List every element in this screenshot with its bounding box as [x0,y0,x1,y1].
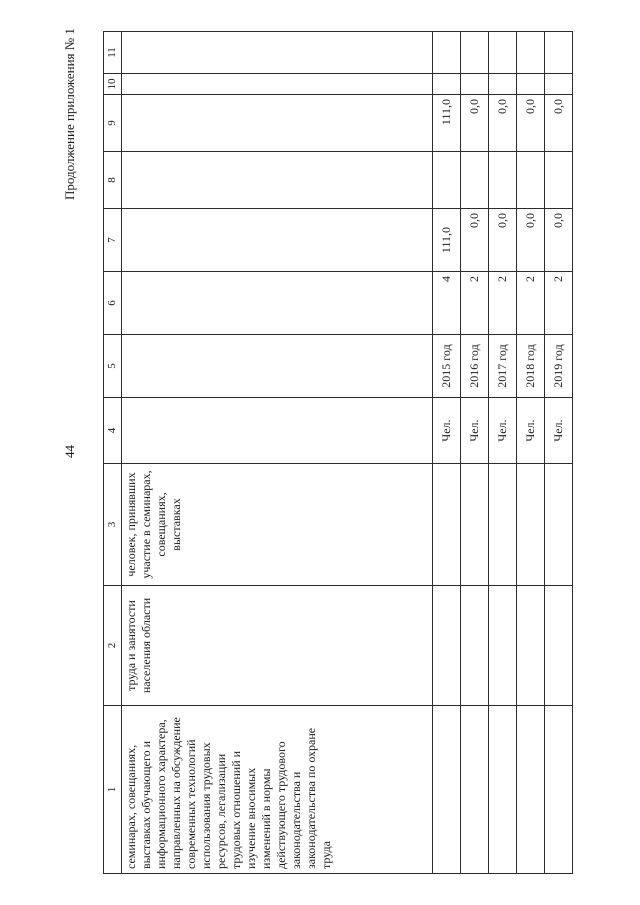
col6-value: 4 [433,272,461,335]
column-number-row [104,32,122,874]
col6-value: 2 [545,272,573,335]
col-number: 3 [104,464,122,586]
col-number: 1 [104,706,122,874]
col9-value: 0,0 [517,95,545,152]
empty-cell [461,74,489,95]
empty-cell [489,152,517,209]
empty-cell [433,152,461,209]
appendix-table [103,31,573,874]
col6-value: 2 [517,272,545,335]
empty-cell [489,74,517,95]
measure-description-cell: семинарах, совещаниях, выставках обучающего и информационного характера, направленных на обсуждение современных технологий использования трудовых ресурсов, легализации трудовых отношений и изучение вносимых изменений в нормы действующего трудового законодательства и законодательства по охране труда [122,706,433,874]
year-cell: 2016 год [461,335,489,398]
empty-cell [489,32,517,74]
empty-cell [122,95,433,152]
col-number: 4 [104,398,122,464]
col-number: 2 [104,586,122,706]
empty-cell [461,152,489,209]
executor-cell: труда и занятости населения области [122,586,433,706]
empty-cell [517,74,545,95]
empty-cell [517,152,545,209]
col-number: 5 [104,335,122,398]
empty-cell [122,32,433,74]
col9-value: 0,0 [489,95,517,152]
unit-cell: Чел. [433,398,461,464]
empty-cell [461,586,489,706]
table-row [433,32,461,874]
empty-cell [433,74,461,95]
col-number: 11 [104,32,122,74]
empty-cell [433,706,461,874]
empty-cell [517,586,545,706]
empty-cell [461,464,489,586]
col-number: 6 [104,272,122,335]
empty-cell [122,272,433,335]
empty-cell [489,706,517,874]
empty-cell [517,464,545,586]
unit-cell: Чел. [489,398,517,464]
empty-cell [545,74,573,95]
appendix-table-rotated [103,32,578,874]
col9-value: 0,0 [461,95,489,152]
empty-cell [122,74,433,95]
empty-cell [517,706,545,874]
col-number: 8 [104,152,122,209]
empty-cell [122,398,433,464]
year-cell: 2018 год [517,335,545,398]
empty-cell [461,32,489,74]
col7-value: 0,0 [461,209,489,272]
col9-value: 111,0 [433,95,461,152]
table-row [461,32,489,874]
unit-cell: Чел. [517,398,545,464]
empty-cell [122,335,433,398]
col6-value: 2 [489,272,517,335]
empty-cell [545,706,573,874]
col7-value: 0,0 [545,209,573,272]
col-number: 9 [104,95,122,152]
table-row [489,32,517,874]
col7-value: 0,0 [489,209,517,272]
col7-value: 111,0 [433,209,461,272]
empty-cell [461,706,489,874]
table-row [545,32,573,874]
col-number: 7 [104,209,122,272]
empty-cell [433,586,461,706]
unit-cell: Чел. [461,398,489,464]
indicator-cell: человек, принявших участие в семинарах, совещаниях, выставках [122,464,433,586]
empty-cell [433,464,461,586]
year-cell: 2017 год [489,335,517,398]
empty-cell [489,464,517,586]
unit-cell: Чел. [545,398,573,464]
empty-cell [545,152,573,209]
col7-value: 0,0 [517,209,545,272]
appendix-continuation-caption: Продолжение приложения № 1 [62,28,77,200]
empty-cell [517,32,545,74]
page-number: 44 [62,445,77,458]
empty-cell [545,464,573,586]
empty-cell [545,586,573,706]
col6-value: 2 [461,272,489,335]
col9-value: 0,0 [545,95,573,152]
measure-description-row [122,32,433,874]
year-cell: 2015 год [433,335,461,398]
empty-cell [122,209,433,272]
table-row [517,32,545,874]
year-cell: 2019 год [545,335,573,398]
empty-cell [545,32,573,74]
empty-cell [122,152,433,209]
empty-cell [433,32,461,74]
col-number: 10 [104,74,122,95]
empty-cell [489,586,517,706]
